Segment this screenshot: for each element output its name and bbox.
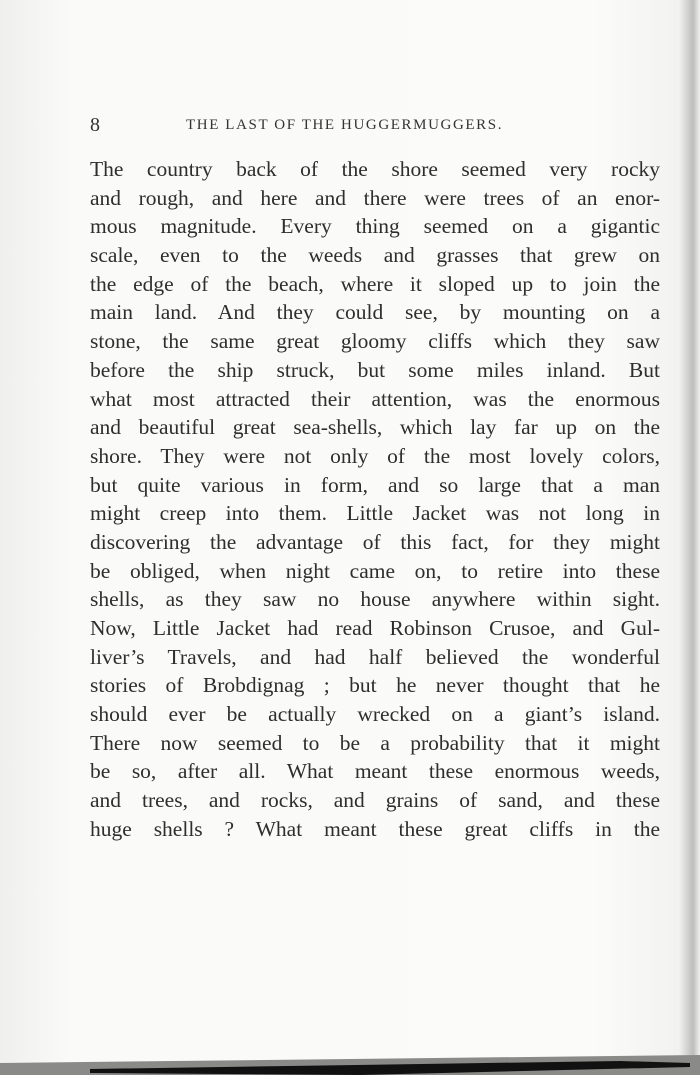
text-line: stone, the same great gloomy cliffs which they saw — [90, 329, 660, 354]
text-line: Now, Little Jacket had read Robinson Crusoe, and Gul- — [90, 616, 660, 640]
page-bottom-edge-shadow — [0, 1055, 700, 1077]
text-line: and trees, and rocks, and grains of sand, and these — [90, 788, 660, 813]
running-title: THE LAST OF THE HUGGERMUGGERS. — [186, 117, 504, 133]
text-line: discovering the advantage of this fact, for they might — [90, 529, 660, 554]
text-line: shells, as they saw no house anywhere within sight. — [90, 587, 660, 612]
text-line: might creep into them. Little Jacket was not long in — [90, 501, 660, 526]
body-text — [90, 155, 660, 844]
text-line: the edge of the beach, where it sloped up to join the — [90, 271, 660, 296]
text-line: and beautiful great sea-shells, which lay far up on the — [90, 415, 660, 440]
text-line: liver’s Travels, and had half believed the wonderful — [90, 644, 660, 669]
text-line: before the ship struck, but some miles inland. But — [90, 357, 660, 382]
text-line: scale, even to the weeds and grasses that grew on — [90, 243, 660, 268]
text-line: should ever be actually wrecked on a giant’s island. — [90, 702, 660, 727]
text-line: and rough, and here and there were trees of an enor- — [90, 185, 660, 210]
page-number: 8 — [90, 114, 100, 136]
text-line: be so, after all. What meant these enormous weeds, — [90, 759, 660, 784]
text-line: stories of Brobdignag ; but he never thought that he — [90, 673, 660, 698]
text-line: There now seemed to be a probability that it might — [90, 730, 660, 755]
text-line: main land. And they could see, by mounting on a — [90, 300, 660, 325]
text-line: be obliged, when night came on, to retire into these — [90, 558, 660, 583]
text-line: shore. They were not only of the most lovely colors, — [90, 443, 660, 468]
text-line: The country back of the shore seemed very rocky — [90, 157, 660, 181]
text-line: but quite various in form, and so large that a man — [90, 472, 660, 497]
text-line: what most attracted their attention, was the enormous — [90, 386, 660, 411]
text-line: huge shells ? What meant these great cliffs in the — [90, 816, 660, 841]
text-line: mous magnitude. Every thing seemed on a gigantic — [90, 214, 660, 239]
